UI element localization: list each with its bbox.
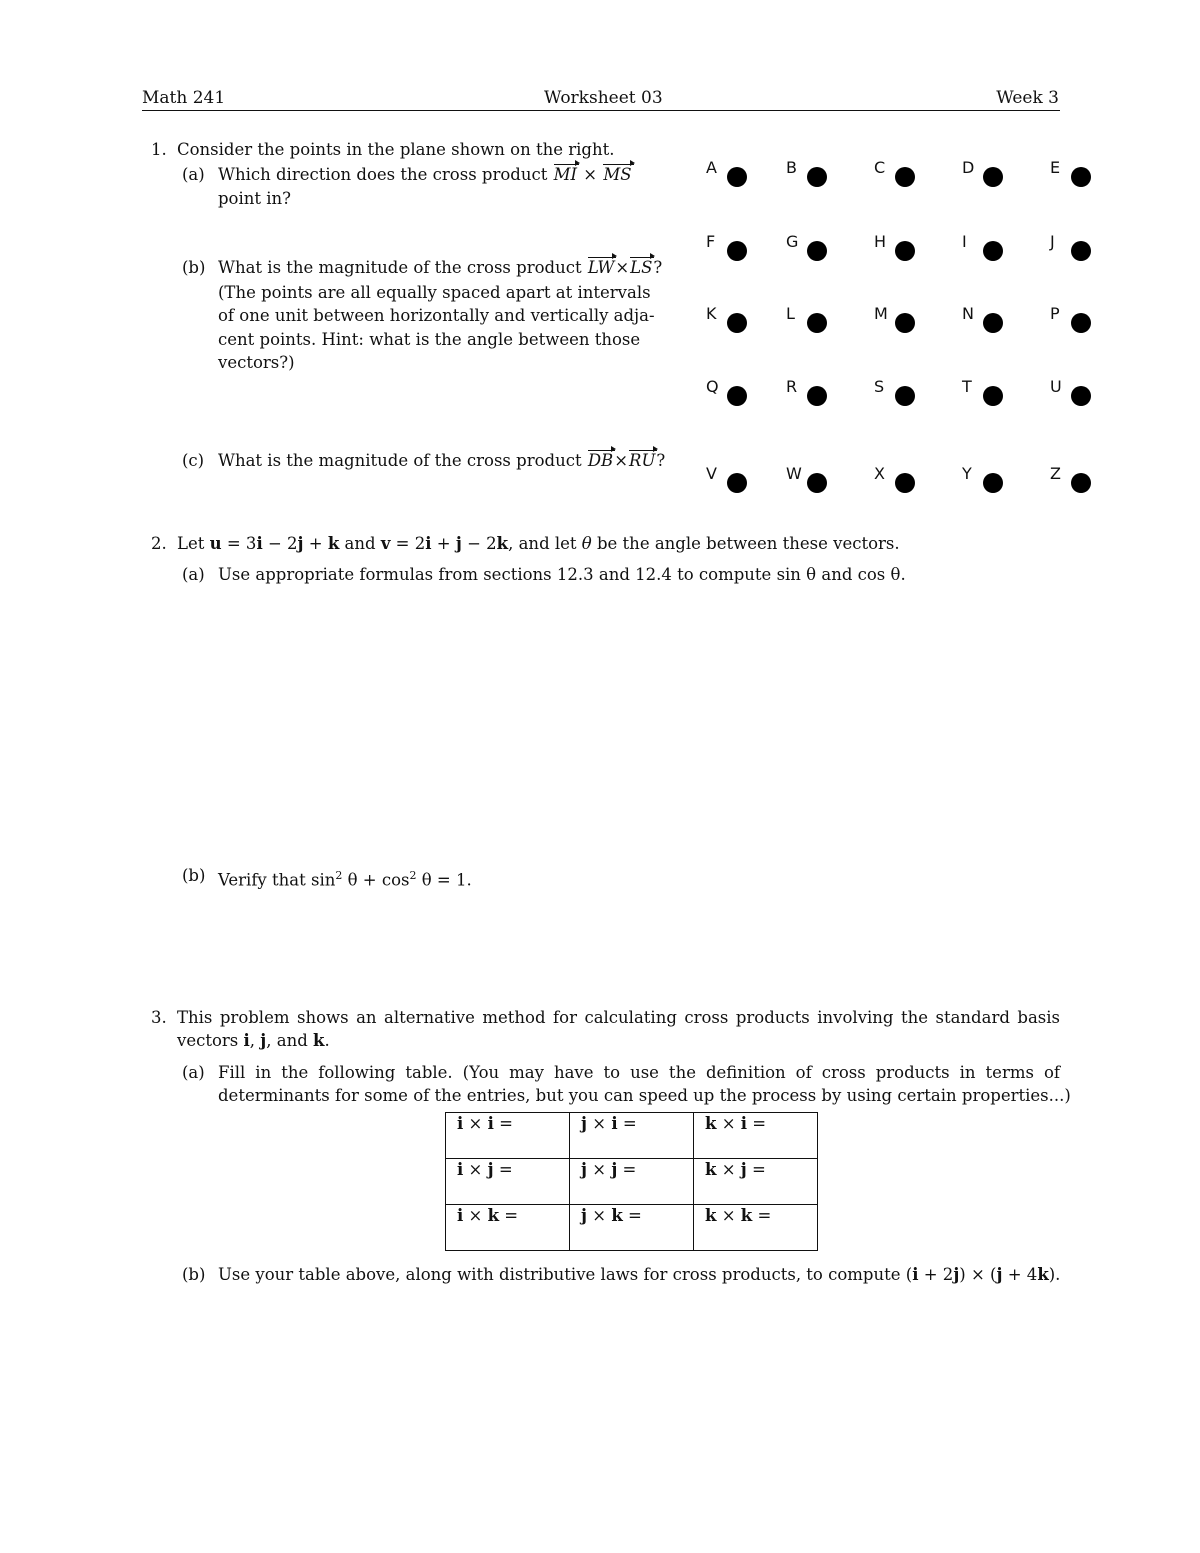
table-cell[interactable] xyxy=(446,1159,570,1205)
problem-1c-question xyxy=(218,449,665,473)
exponent: 2 xyxy=(409,869,417,882)
equals-sign: = xyxy=(498,1160,513,1179)
point-dot xyxy=(727,167,747,187)
point-dot xyxy=(727,473,747,493)
point-label: H xyxy=(874,232,887,251)
point-dot xyxy=(727,313,747,333)
equals-sign: = xyxy=(622,1160,637,1179)
problem-1-number: 1. xyxy=(151,140,167,159)
point-label: J xyxy=(1050,232,1055,251)
problem-2a-label: (a) xyxy=(182,565,205,584)
basis-vector: j xyxy=(581,1114,587,1133)
equals-sign: = xyxy=(752,1114,767,1133)
point-label: N xyxy=(962,304,974,323)
problem-1b-pre: What is the magnitude of the cross product xyxy=(218,258,582,277)
point-dot xyxy=(895,313,915,333)
basis-vector: j xyxy=(581,1160,587,1179)
point-label: C xyxy=(874,158,886,177)
point-label: P xyxy=(1050,304,1060,323)
equals-sign: = xyxy=(757,1206,772,1225)
point-dot xyxy=(895,473,915,493)
problem-1a-line1: Which direction does the cross product xyxy=(218,165,548,184)
cross-op: × xyxy=(615,258,630,277)
point-dot xyxy=(895,167,915,187)
problem-2-number: 2. xyxy=(151,534,167,553)
text: θ + cos xyxy=(342,870,410,890)
vector-ls: LS xyxy=(630,256,652,280)
cross-op: × xyxy=(721,1160,736,1179)
basis-vector: i xyxy=(457,1160,464,1179)
intro-text: = 3 xyxy=(226,534,257,553)
intro-text: = 2 xyxy=(395,534,426,553)
text: , and xyxy=(266,1031,308,1050)
equals-sign: = xyxy=(504,1206,519,1225)
vector-lw: LW xyxy=(588,256,614,280)
point-label: T xyxy=(962,377,972,396)
text: Verify that sin xyxy=(218,870,336,890)
text: ). xyxy=(1048,1265,1061,1284)
header-rule xyxy=(142,110,1060,111)
basis-j: j xyxy=(455,534,462,553)
point-label: X xyxy=(874,464,885,483)
point-dot xyxy=(727,386,747,406)
vector-ms: MS xyxy=(603,163,631,187)
point-label: S xyxy=(874,377,885,396)
basis-vector: k xyxy=(705,1160,717,1179)
point-dot xyxy=(1071,167,1091,187)
table-cell[interactable] xyxy=(694,1113,818,1159)
cross-op: × xyxy=(468,1206,483,1225)
text: , xyxy=(249,1031,256,1050)
problem-1b-line: vectors?) xyxy=(218,353,295,372)
text: + 4 xyxy=(1002,1265,1038,1284)
point-dot xyxy=(807,386,827,406)
point-dot xyxy=(727,241,747,261)
basis-k: k xyxy=(496,534,509,553)
basis-j: j xyxy=(953,1265,960,1284)
point-label: L xyxy=(786,304,795,323)
point-dot xyxy=(1071,473,1091,493)
course-name: Math 241 xyxy=(142,88,226,108)
point-dot xyxy=(983,386,1003,406)
basis-vector: k xyxy=(740,1206,753,1225)
table-row xyxy=(446,1205,818,1251)
point-label: B xyxy=(786,158,797,177)
basis-k: k xyxy=(313,1031,325,1050)
basis-vector: i xyxy=(611,1114,618,1133)
point-label: Q xyxy=(706,377,719,396)
problem-1a-line2: point in? xyxy=(218,189,292,208)
basis-vector: i xyxy=(457,1206,464,1225)
point-label: Z xyxy=(1050,464,1061,483)
problem-1b-question xyxy=(218,256,662,280)
basis-i: i xyxy=(256,534,263,553)
problem-1a-label: (a) xyxy=(182,165,205,184)
point-dot xyxy=(1071,386,1091,406)
basis-i: i xyxy=(243,1031,250,1050)
table-cell[interactable] xyxy=(570,1159,694,1205)
point-label: F xyxy=(706,232,716,251)
problem-3b-label: (b) xyxy=(182,1265,206,1284)
cross-op: × xyxy=(592,1206,607,1225)
theta-symbol: θ xyxy=(581,534,592,553)
problem-2b-text xyxy=(218,864,472,893)
text: + 2 xyxy=(918,1265,954,1284)
table-cell[interactable] xyxy=(570,1113,694,1159)
table-cell[interactable] xyxy=(694,1205,818,1251)
point-dot xyxy=(983,473,1003,493)
problem-2a-text: Use appropriate formulas from sections 12.3 and 12.4 to compute sin θ and cos θ. xyxy=(218,565,906,584)
cross-product-table xyxy=(445,1112,818,1251)
intro-text: , and let xyxy=(508,534,577,553)
worksheet-title: Worksheet 03 xyxy=(544,88,663,108)
table-cell[interactable] xyxy=(570,1205,694,1251)
basis-vector: i xyxy=(487,1114,494,1133)
basis-k: k xyxy=(1037,1265,1049,1284)
point-label: W xyxy=(786,464,802,483)
vector-db: DB xyxy=(588,449,613,473)
point-dot xyxy=(807,167,827,187)
cross-op: × xyxy=(721,1114,736,1133)
problem-3a-label: (a) xyxy=(182,1063,205,1082)
equals-sign: = xyxy=(752,1160,766,1179)
problem-3a-line1: Fill in the following table. (You may have to use the definition of cross products in terms of xyxy=(218,1063,1060,1082)
point-label: D xyxy=(962,158,975,177)
basis-vector: k xyxy=(705,1206,717,1225)
table-row xyxy=(446,1159,818,1205)
problem-1c-pre: What is the magnitude of the cross product xyxy=(218,451,582,470)
intro-text: + xyxy=(436,534,451,553)
point-label: G xyxy=(786,232,799,251)
basis-i: i xyxy=(425,534,432,553)
question-mark: ? xyxy=(656,451,666,470)
point-label: Y xyxy=(962,464,972,483)
equals-sign: = xyxy=(622,1114,637,1133)
problem-1-intro: Consider the points in the plane shown on the right. xyxy=(177,140,615,159)
point-label: E xyxy=(1050,158,1061,177)
point-dot xyxy=(895,241,915,261)
basis-k: k xyxy=(327,534,340,553)
point-dot xyxy=(807,241,827,261)
basis-vector: j xyxy=(487,1160,494,1179)
cross-op: × xyxy=(583,165,598,184)
problem-2b-label: (b) xyxy=(182,866,206,885)
equals-sign: = xyxy=(628,1206,642,1225)
point-label: M xyxy=(874,304,888,323)
problem-1b-line: cent points. Hint: what is the angle between those xyxy=(218,330,641,349)
problem-3b-text xyxy=(218,1263,1060,1287)
basis-j: j xyxy=(260,1031,267,1050)
vector-mi: MI xyxy=(554,163,577,187)
intro-text: and xyxy=(344,534,376,553)
vector-ru: RU xyxy=(629,449,655,473)
table-row xyxy=(446,1113,818,1159)
text: vectors xyxy=(177,1031,239,1050)
table-cell[interactable] xyxy=(694,1159,818,1205)
basis-j: j xyxy=(297,534,304,553)
question-mark: ? xyxy=(653,258,663,277)
point-dot xyxy=(1071,313,1091,333)
point-dot xyxy=(983,167,1003,187)
basis-vector: j xyxy=(581,1206,587,1225)
cross-op: × xyxy=(468,1114,483,1133)
cross-op: × xyxy=(468,1160,483,1179)
problem-1b-label: (b) xyxy=(182,258,206,277)
intro-text: − 2 xyxy=(267,534,298,553)
basis-j: j xyxy=(996,1265,1003,1284)
point-dot xyxy=(895,386,915,406)
vector-u: u xyxy=(209,534,222,553)
text: . xyxy=(324,1031,330,1050)
intro-text: − 2 xyxy=(467,534,497,553)
equals-sign: = xyxy=(499,1114,513,1133)
vector-v: v xyxy=(380,534,391,553)
cross-op: × xyxy=(592,1114,607,1133)
problem-1b-line: (The points are all equally spaced apart at intervals xyxy=(218,283,651,302)
problem-1c-label: (c) xyxy=(182,451,205,470)
basis-vector: k xyxy=(611,1206,623,1225)
point-label: A xyxy=(706,158,717,177)
point-dot xyxy=(807,313,827,333)
basis-vector: j xyxy=(740,1160,747,1179)
point-label: R xyxy=(786,377,798,396)
intro-text: Let xyxy=(177,534,205,553)
basis-vector: i xyxy=(740,1114,748,1133)
problem-3-line2 xyxy=(177,1029,330,1053)
table-cell[interactable] xyxy=(446,1205,570,1251)
basis-i: i xyxy=(912,1265,919,1284)
point-dot xyxy=(983,313,1003,333)
week-label: Week 3 xyxy=(996,88,1059,108)
problem-1b-line: of one unit between horizontally and vertically adja- xyxy=(218,306,655,325)
text: Use your table above, along with distributive laws for cross products, to compute ( xyxy=(218,1265,913,1284)
cross-op: × xyxy=(721,1206,736,1225)
point-label: U xyxy=(1050,377,1062,396)
basis-vector: j xyxy=(611,1160,618,1179)
point-label: I xyxy=(962,232,967,251)
table-cell[interactable] xyxy=(446,1113,570,1159)
point-label: V xyxy=(706,464,717,483)
intro-text: be the angle between these vectors. xyxy=(596,534,900,553)
problem-2-intro xyxy=(177,532,900,556)
problem-3a-line2: determinants for some of the entries, but you can speed up the process by using certain properties...) xyxy=(218,1086,1071,1105)
intro-text: + xyxy=(308,534,323,553)
basis-vector: k xyxy=(487,1206,500,1225)
problem-1a-text xyxy=(218,163,670,187)
point-grid xyxy=(700,150,1100,510)
basis-vector: k xyxy=(705,1114,717,1133)
problem-3-line1: This problem shows an alternative method for calculating cross products involving the standard basis xyxy=(177,1008,1060,1027)
cross-op: × xyxy=(592,1160,607,1179)
point-dot xyxy=(983,241,1003,261)
point-dot xyxy=(807,473,827,493)
point-label: K xyxy=(706,304,717,323)
text: θ = 1. xyxy=(416,870,472,890)
cross-op: × xyxy=(614,451,629,470)
text: ) × ( xyxy=(959,1265,997,1284)
point-dot xyxy=(1071,241,1091,261)
exponent: 2 xyxy=(335,869,343,882)
problem-3-number: 3. xyxy=(151,1008,167,1027)
basis-vector: i xyxy=(457,1114,464,1133)
